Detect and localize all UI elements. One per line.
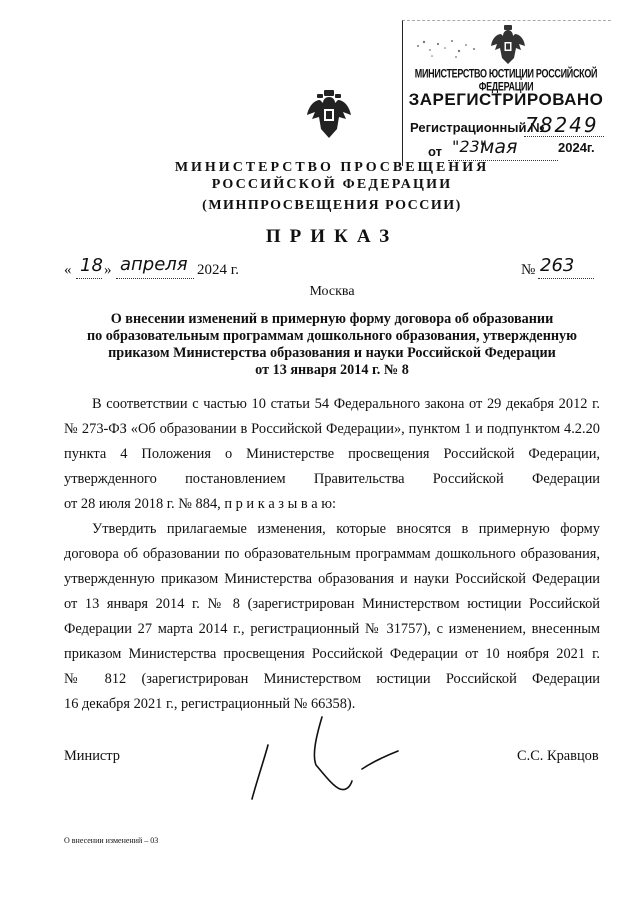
ministry-name-line1: МИНИСТЕРСТВО ПРОСВЕЩЕНИЯ <box>174 160 490 175</box>
handwritten-signature <box>240 715 400 805</box>
stamp-regno-label: Регистрационный № <box>410 120 545 135</box>
stamp-date-month: мая <box>480 136 518 158</box>
stamp-registered: ЗАРЕГИСТРИРОВАНО <box>408 90 604 109</box>
order-number-underline <box>538 278 594 279</box>
coat-of-arms-icon <box>488 24 528 68</box>
body-line: В соответствии с частью 10 статьи 54 Федерального закона от 29 декабря 2012 г. <box>92 396 600 412</box>
date-quote-open: « <box>64 262 72 278</box>
stamp-date-prefix: от <box>428 144 442 159</box>
ministry-name-line2: РОССИЙСКОЙ ФЕДЕРАЦИИ <box>211 177 453 192</box>
stamp-regno-value: 78249 <box>525 113 599 137</box>
body-line: 16 декабря 2021 г., регистрационный № 66358). <box>64 696 356 712</box>
title-line: по образовательным программам дошкольного образования, утвержденную <box>86 328 577 344</box>
body-line: утвержденную приказом Министерства образования и науки Российской Федерации <box>64 571 600 587</box>
title-line: О внесении изменений в примерную форму договора об образовании <box>110 311 554 327</box>
signatory-title: Министр <box>64 748 120 764</box>
document-type: ПРИКАЗ <box>265 226 399 247</box>
body-line: от 13 января 2014 г. № 8 (зарегистрирован Министерством юстиции Российской <box>64 596 600 612</box>
order-number-label: № <box>521 262 536 278</box>
body-line: № 812 (зарегистрирован Министерством юстиции Российской Федерации <box>64 671 600 687</box>
date-month-underline <box>116 278 194 279</box>
body-line: приказом Министерства просвещения Российской Федерации от 10 ноября 2021 г. <box>64 646 600 662</box>
body-line: договора об образовании по образовательным программам дошкольного образования, <box>64 546 600 562</box>
coat-of-arms-icon <box>305 88 353 142</box>
date-quote-close: » <box>104 262 112 278</box>
stamp-regno-underline <box>524 136 604 137</box>
body-line: утвержденного постановлением Правительства Российской Федерации <box>64 471 600 487</box>
stamp-date-year: 2024г. <box>558 140 595 155</box>
date-day: 18 <box>80 255 103 276</box>
stamp-ministry: МИНИСТЕРСТВО ЮСТИЦИИ РОССИЙСКОЙ ФЕДЕРАЦИИ <box>414 67 598 93</box>
city: Москва <box>309 284 355 299</box>
body-line: Федерации 27 марта 2014 г., регистрационный № 31757), с изменением, внесенным <box>64 621 600 637</box>
date-month: апреля <box>120 254 188 275</box>
date-day-underline <box>76 278 102 279</box>
body-line: от 28 июля 2018 г. № 884, п р и к а з ы в а ю: <box>64 496 336 512</box>
body-line: № 273-ФЗ «Об образовании в Российской Федерации», пунктом 1 и подпунктом 4.2.20 <box>64 421 600 437</box>
body-line: пункта 4 Положения о Министерстве просвещения Российской Федерации, <box>64 446 600 462</box>
stamp-noise-mark <box>412 36 482 62</box>
stamp-date-day: "23" <box>452 137 488 156</box>
title-line: приказом Министерства образования и науки Российской Федерации <box>108 345 556 361</box>
ministry-short-name: (МИНПРОСВЕЩЕНИЯ РОССИИ) <box>202 198 462 213</box>
date-year: 2024 г. <box>197 262 239 278</box>
footer-file-note: О внесении изменений – 03 <box>64 836 159 845</box>
title-line: от 13 января 2014 г. № 8 <box>255 362 409 378</box>
order-number-value: 263 <box>540 255 575 276</box>
body-line: Утвердить прилагаемые изменения, которые вносятся в примерную форму <box>92 521 600 537</box>
signatory-name: С.С. Кравцов <box>517 748 599 764</box>
